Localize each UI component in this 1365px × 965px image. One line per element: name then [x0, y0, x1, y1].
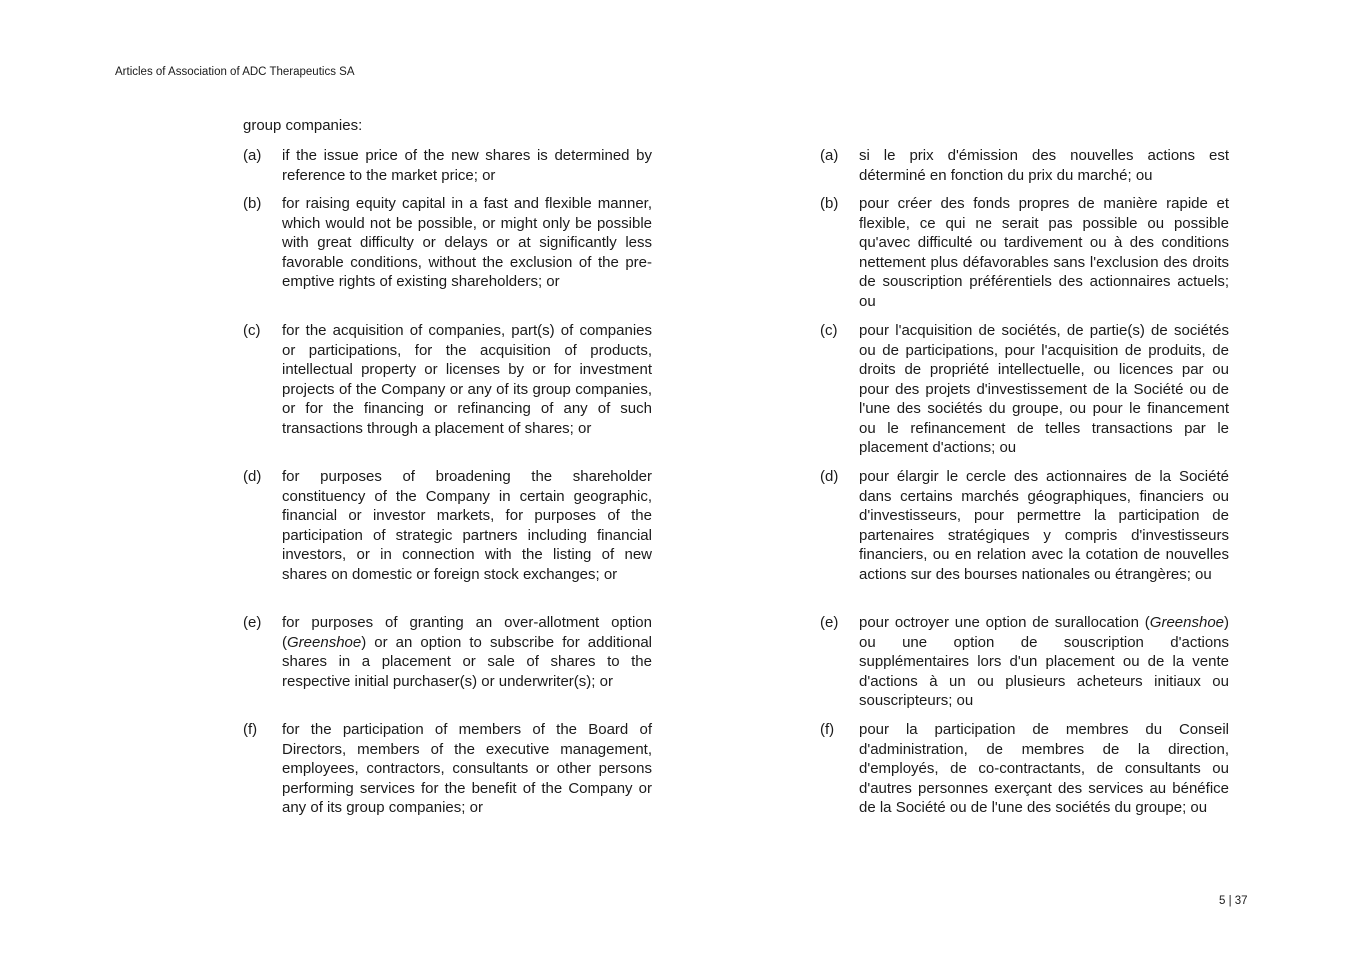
running-header: Articles of Association of ADC Therapeutics SA	[115, 66, 355, 78]
english-item-e-label: (e)	[243, 614, 262, 631]
french-item-f-text: pour la participation de membres du Conseil d'administration, de membres de la direction, d'employés, de co-contractants, de consultants ou d'autres personnes exerçant des services au bénéfice de la Société ou de l'une des sociétés du groupe; ou	[859, 721, 1229, 816]
french-item-e-text-after: ) ou une option de souscription d'actions supplémentaires lors d'un placement ou de la vente d'actions à un ou plusieurs acheteurs initiaux ou souscripteurs; ou	[859, 614, 1229, 709]
english-item-e-emphasis: Greenshoe	[287, 633, 362, 651]
french-item-b-text: pour créer des fonds propres de manière rapide et flexible, ce qui ne serait pas possible ou possible qu'avec difficulté ou tardivement ou à des conditions nettement plus défavorables sans l'exclusion des droits de souscription préférentiels des actionnaires actuels; ou	[859, 195, 1229, 310]
english-item-b	[243, 194, 652, 292]
english-intro: group companies:	[243, 117, 363, 134]
french-item-e-text	[859, 613, 1229, 711]
english-item-e-text-after: ) or an option to subscribe for additional shares in a placement or sale of shares to the respective initial purchaser(s) or underwriter(s); or	[282, 633, 652, 690]
french-item-f	[820, 720, 1229, 818]
english-item-d-text: for purposes of broadening the shareholder constituency of the Company in certain geographic, financial or investor markets, for purposes of the participation of strategic partners including financial investors, or in connection with the listing of new shares on domestic or foreign stock exchanges; or	[282, 468, 652, 583]
french-item-e-emphasis: Greenshoe	[1149, 614, 1224, 631]
french-item-c-text: pour l'acquisition de sociétés, de partie(s) de sociétés ou de participations, pour l'acquisition de produits, de droits de propriété intellectuelle, ou licences par ou pour des projets d'investissement de la Société ou de l'une des sociétés du groupe, ou pour le financement ou le refinancement de telles transactions par le placement d'actions; ou	[859, 322, 1229, 456]
french-item-a-label: (a)	[820, 147, 839, 164]
french-item-d-label: (d)	[820, 468, 839, 485]
french-item-b-label: (b)	[820, 195, 839, 212]
french-item-c-label: (c)	[820, 322, 838, 339]
page-number: 5 | 37	[1219, 895, 1248, 907]
english-item-f-text: for the participation of members of the Board of Directors, members of the executive management, employees, contractors, consultants or other persons performing services for the benefit of the Company or any of its group companies; or	[282, 721, 652, 816]
english-item-f	[243, 720, 652, 818]
french-item-e	[820, 613, 1229, 711]
english-item-d-label: (d)	[243, 468, 262, 485]
english-item-a-text: if the issue price of the new shares is determined by reference to the market price; or	[282, 147, 652, 184]
english-item-d	[243, 467, 652, 584]
english-item-c-label: (c)	[243, 322, 261, 339]
english-item-f-label: (f)	[243, 721, 258, 738]
french-item-d-text: pour élargir le cercle des actionnaires de la Société dans certains marchés géographiques, financiers ou d'investisseurs, pour permettre la participation de partenaires stratégiques y compris d'investisseurs financiers, ou en relation avec la cotation de nouvelles actions sur des bourses nationales ou étrangères; ou	[859, 468, 1229, 583]
english-item-a	[243, 146, 652, 185]
english-item-b-label: (b)	[243, 195, 262, 212]
english-item-e-text	[282, 613, 652, 691]
french-item-e-text-before: pour octroyer une option de surallocation (	[859, 614, 1150, 631]
english-item-e-text-before: for purposes of granting an over-allotment option (	[282, 614, 652, 651]
french-item-d	[820, 467, 1229, 584]
english-item-c-text: for the acquisition of companies, part(s) of companies or participations, for the acquisition of products, intellectual property or licenses by or for investment projects of the Company or any of its group companies, or for the financing or refinancing of any of such transactions through a placement of shares; or	[282, 322, 652, 437]
french-item-a-text: si le prix d'émission des nouvelles actions est déterminé en fonction du prix du marché; ou	[859, 147, 1229, 184]
french-item-b	[820, 194, 1229, 311]
french-item-e-label: (e)	[820, 614, 839, 631]
english-item-b-text: for raising equity capital in a fast and flexible manner, which would not be possible, or might only be possible with great difficulty or delays or at significantly less favorable conditions, without the exclusion of the pre-emptive rights of existing shareholders; or	[282, 195, 652, 290]
french-item-a	[820, 146, 1229, 185]
english-item-a-label: (a)	[243, 147, 262, 164]
french-item-f-label: (f)	[820, 721, 835, 738]
french-item-c	[820, 321, 1229, 458]
english-column	[243, 116, 652, 816]
english-item-e	[243, 613, 652, 691]
english-item-c	[243, 321, 652, 438]
